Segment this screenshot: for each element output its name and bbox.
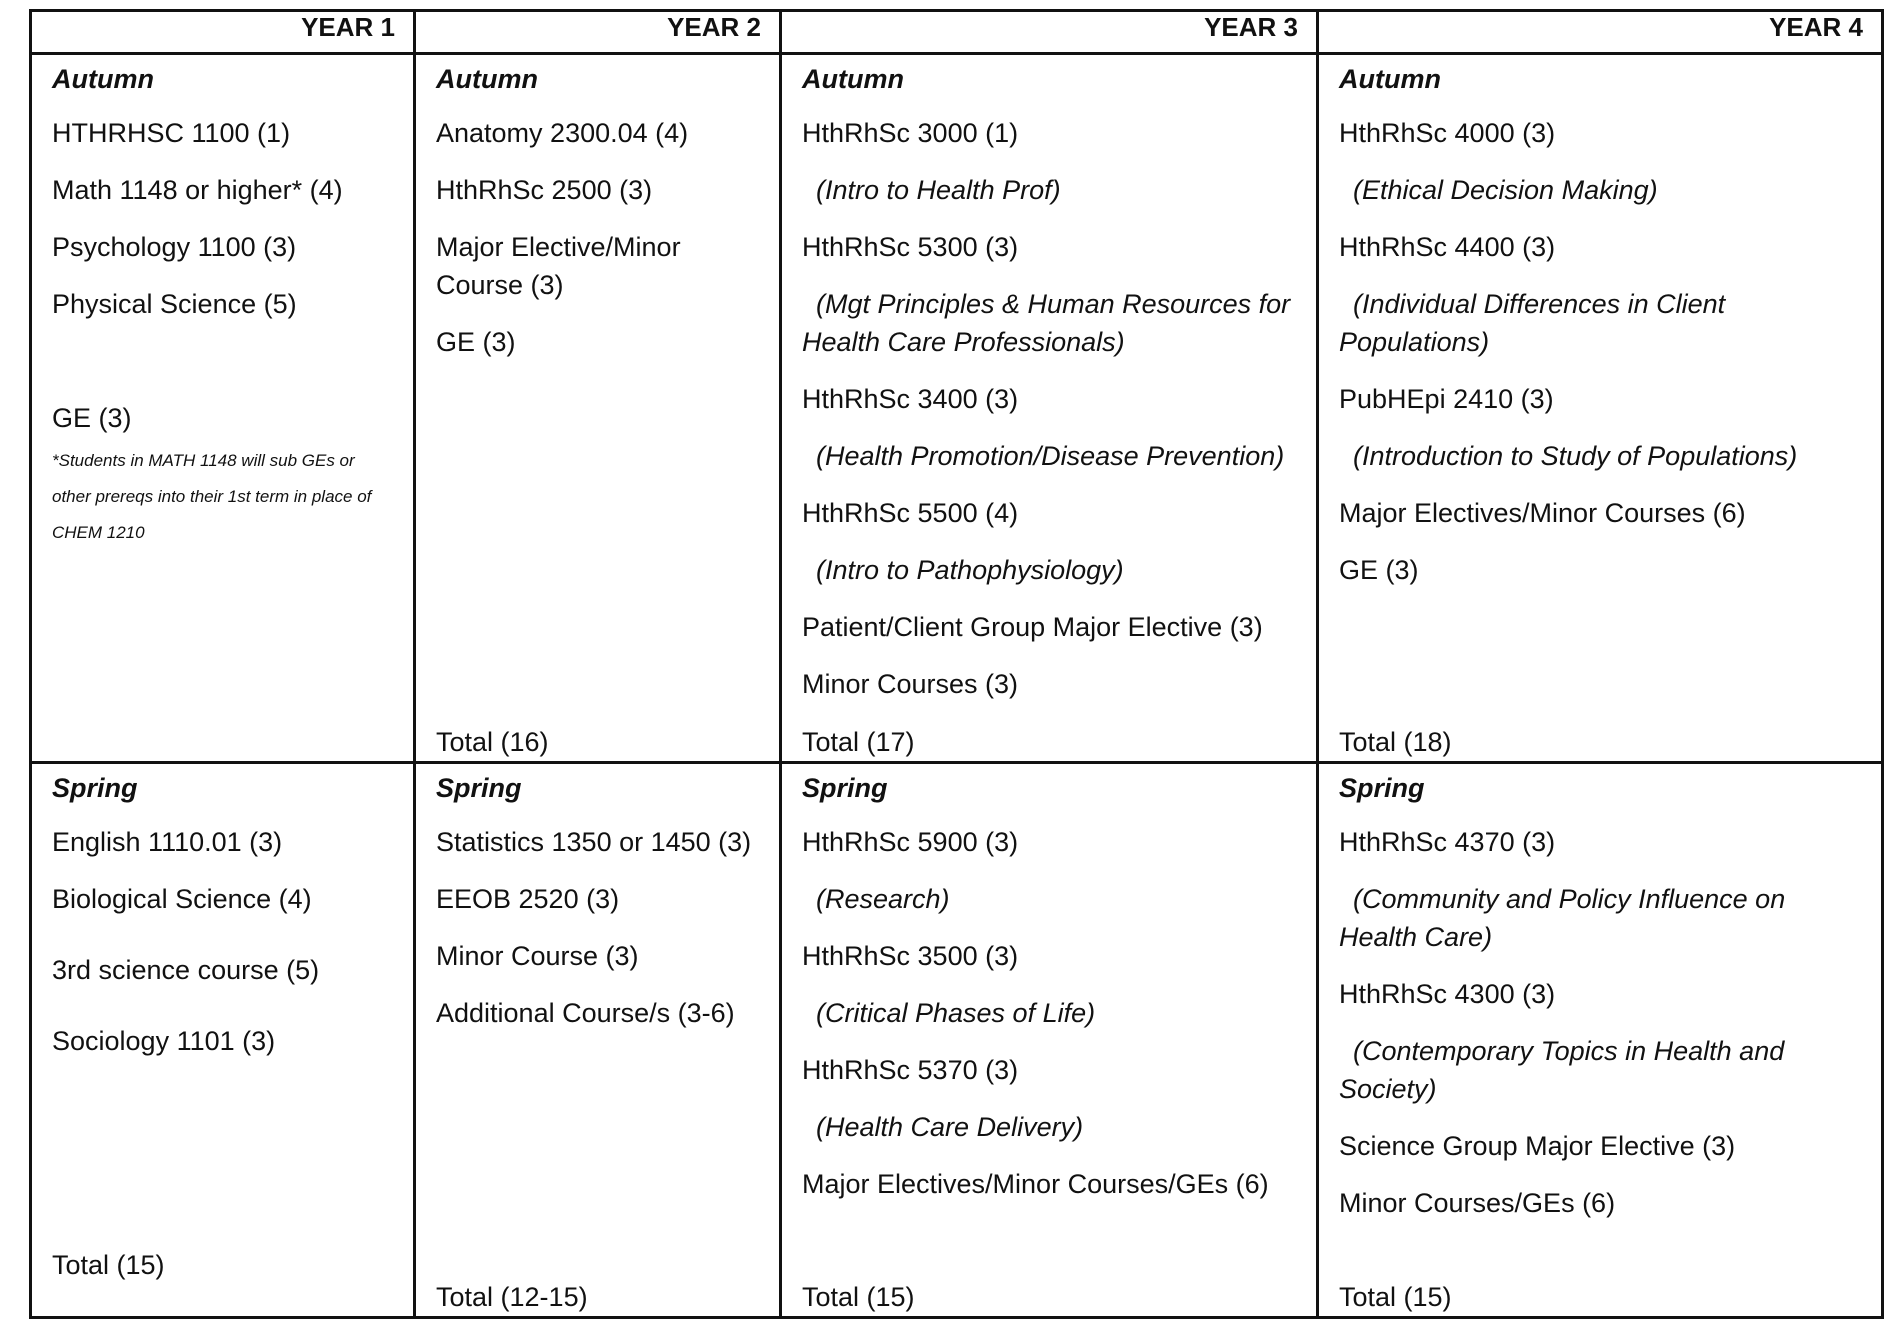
term-total: Total (16) <box>436 727 549 757</box>
autumn-row <box>31 54 1883 763</box>
course-item: Minor Course (3) <box>436 941 639 971</box>
course-item: Statistics 1350 or 1450 (3) <box>436 827 752 857</box>
course-item: Major Elective/Minor Course (3) <box>436 232 681 300</box>
season-label: Autumn <box>436 64 538 94</box>
course-item: Science Group Major Elective (3) <box>1339 1131 1736 1161</box>
year-2-spring-cell <box>415 763 781 1318</box>
season-label: Autumn <box>52 64 154 94</box>
course-item: HthRhSc 3000 (1) <box>802 118 1019 148</box>
year-3-spring-cell <box>781 763 1318 1318</box>
course-description: (Intro to Health Prof) <box>816 175 1061 205</box>
course-item: English 1110.01 (3) <box>52 827 283 857</box>
course-description: (Intro to Pathophysiology) <box>816 555 1124 585</box>
year-2-autumn-cell <box>415 54 781 763</box>
course-item: Psychology 1100 (3) <box>52 232 297 262</box>
course-description: (Individual Differences in Client Populations) <box>1339 289 1726 357</box>
course-description: (Introduction to Study of Populations) <box>1353 441 1798 471</box>
course-item: Major Electives/Minor Courses/GEs (6) <box>802 1169 1269 1199</box>
course-item: HTHRHSC 1100 (1) <box>52 118 291 148</box>
course-item: Physical Science (5) <box>52 289 297 319</box>
year-3-autumn-cell <box>781 54 1318 763</box>
course-item: HthRhSc 4300 (3) <box>1339 979 1556 1009</box>
course-item: EEOB 2520 (3) <box>436 884 620 914</box>
course-description: (Mgt Principles & Human Resources for Health Care Professionals) <box>802 289 1291 357</box>
year-1-header: YEAR 1 <box>31 11 415 54</box>
course-item: 3rd science course (5) <box>52 955 320 985</box>
course-item: Patient/Client Group Major Elective (3) <box>802 612 1263 642</box>
course-item: Biological Science (4) <box>52 884 312 914</box>
course-item: HthRhSc 4000 (3) <box>1339 118 1556 148</box>
season-label: Spring <box>802 773 888 803</box>
course-item: Additional Course/s (3-6) <box>436 998 735 1028</box>
year-4-header: YEAR 4 <box>1318 11 1883 54</box>
term-total: Total (17) <box>802 727 915 757</box>
season-label: Autumn <box>802 64 904 94</box>
course-description: (Contemporary Topics in Health and Society) <box>1339 1036 1785 1104</box>
term-total: Total (15) <box>52 1250 165 1280</box>
footnote: *Students in MATH 1148 will sub GEs or other prereqs into their 1st term in place of CHEM 1210 <box>52 451 372 542</box>
course-item: HthRhSc 5300 (3) <box>802 232 1019 262</box>
course-item: Sociology 1101 (3) <box>52 1026 276 1056</box>
course-item: GE (3) <box>52 403 132 433</box>
course-description: (Critical Phases of Life) <box>816 998 1096 1028</box>
spring-row <box>31 763 1883 1318</box>
course-item: PubHEpi 2410 (3) <box>1339 384 1554 414</box>
term-total: Total (18) <box>1339 727 1452 757</box>
course-description: (Health Promotion/Disease Prevention) <box>816 441 1285 471</box>
season-label: Autumn <box>1339 64 1441 94</box>
year-header-row <box>31 11 1883 54</box>
term-total: Total (15) <box>1339 1282 1452 1312</box>
course-item: Anatomy 2300.04 (4) <box>436 118 689 148</box>
course-item: HthRhSc 3400 (3) <box>802 384 1019 414</box>
season-label: Spring <box>1339 773 1425 803</box>
course-item: HthRhSc 5900 (3) <box>802 827 1019 857</box>
course-item: Major Electives/Minor Courses (6) <box>1339 498 1746 528</box>
year-2-header: YEAR 2 <box>415 11 781 54</box>
course-item: Math 1148 or higher* (4) <box>52 175 343 205</box>
course-item: Minor Courses/GEs (6) <box>1339 1188 1616 1218</box>
course-item: GE (3) <box>436 327 516 357</box>
year-1-spring-cell <box>31 763 415 1318</box>
year-4-autumn-cell <box>1318 54 1883 763</box>
course-item: HthRhSc 5370 (3) <box>802 1055 1019 1085</box>
course-item: HthRhSc 5500 (4) <box>802 498 1019 528</box>
course-description: (Community and Policy Influence on Health Care) <box>1339 884 1786 952</box>
season-label: Spring <box>436 773 522 803</box>
term-total: Total (15) <box>802 1282 915 1312</box>
course-description: (Research) <box>816 884 950 914</box>
year-3-header: YEAR 3 <box>781 11 1318 54</box>
season-label: Spring <box>52 773 138 803</box>
course-item: GE (3) <box>1339 555 1419 585</box>
course-item: HthRhSc 2500 (3) <box>436 175 653 205</box>
course-item: HthRhSc 4400 (3) <box>1339 232 1556 262</box>
course-item: HthRhSc 3500 (3) <box>802 941 1019 971</box>
course-item: HthRhSc 4370 (3) <box>1339 827 1556 857</box>
course-description: (Health Care Delivery) <box>816 1112 1084 1142</box>
year-4-spring-cell <box>1318 763 1883 1318</box>
course-item: Minor Courses (3) <box>802 669 1019 699</box>
course-description: (Ethical Decision Making) <box>1353 175 1658 205</box>
year-1-autumn-cell <box>31 54 415 763</box>
term-total: Total (12-15) <box>436 1282 588 1312</box>
four-year-plan-table <box>29 9 1884 1319</box>
